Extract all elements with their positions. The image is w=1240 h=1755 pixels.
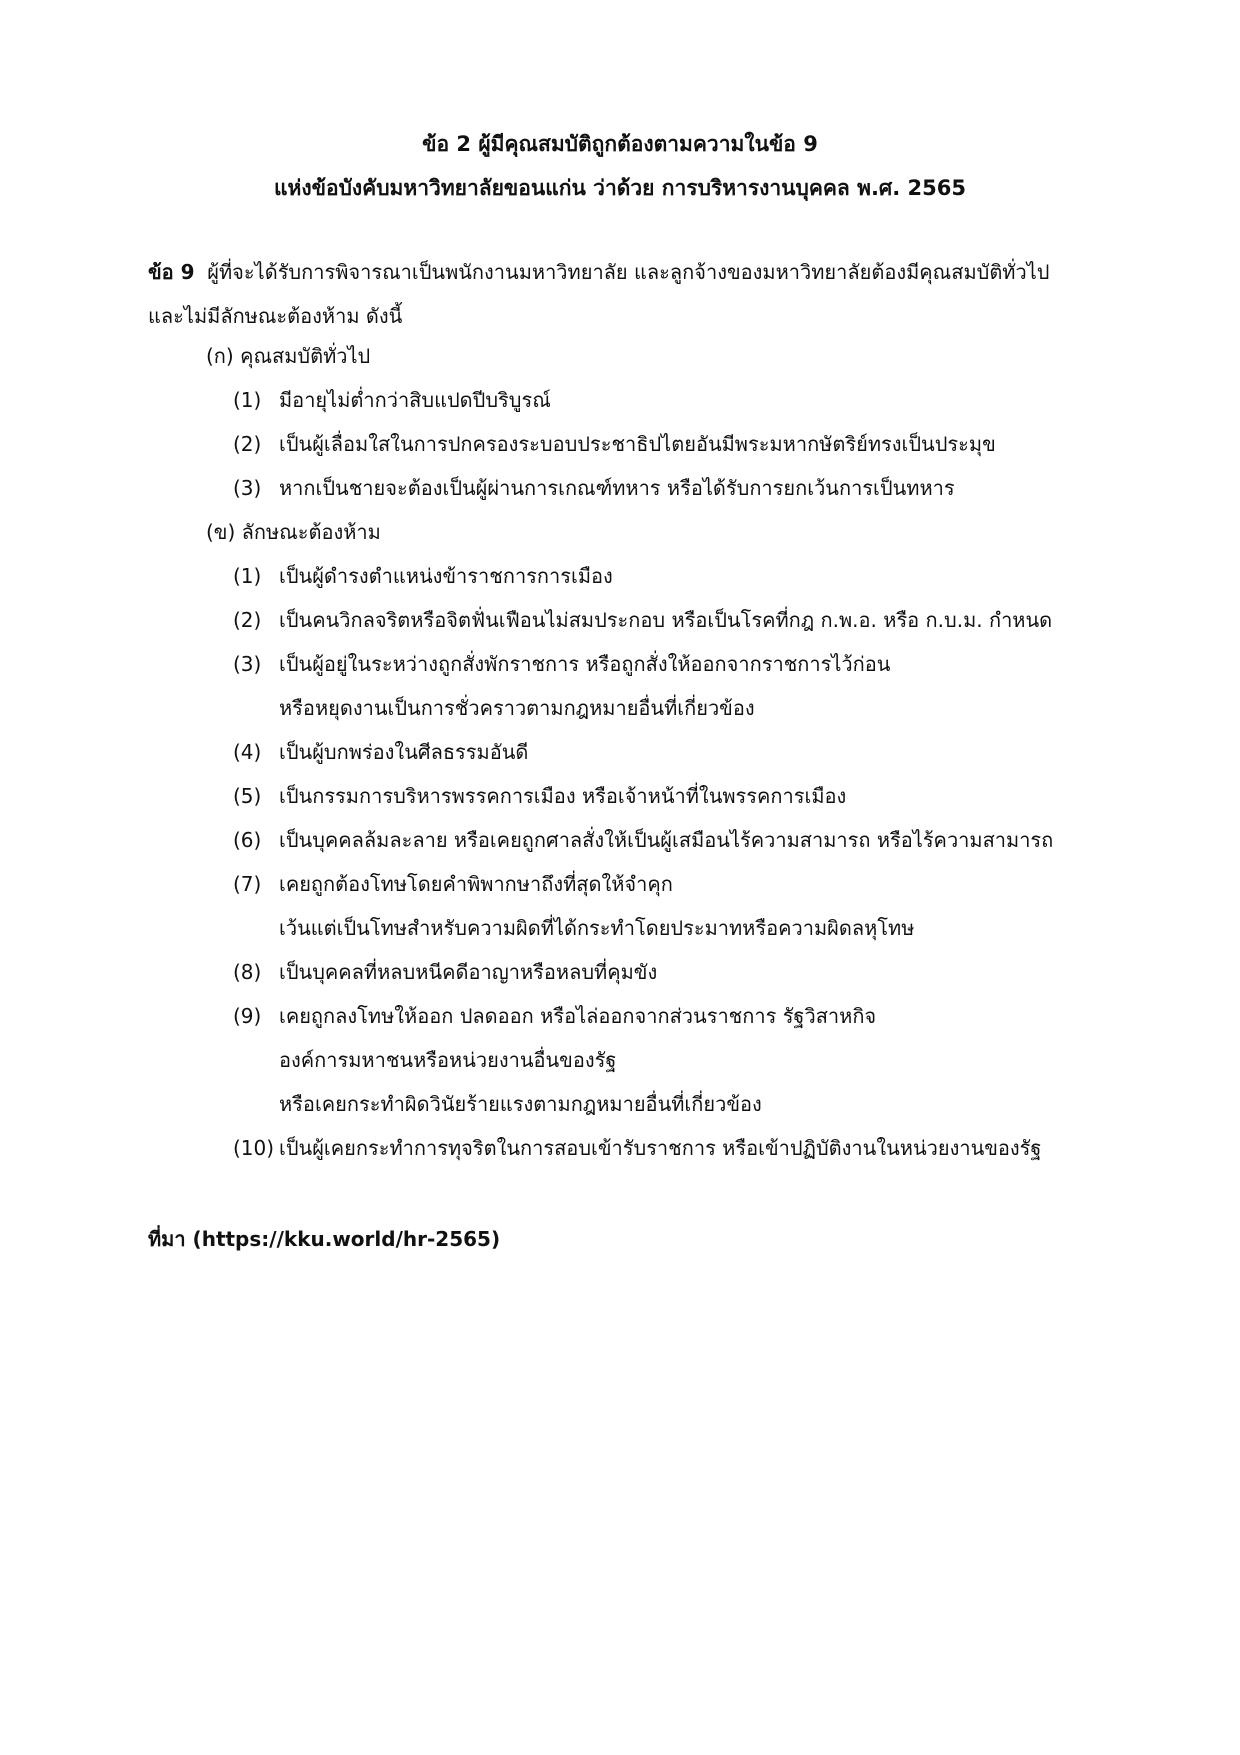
item-text: เป็นคนวิกลจริตหรือจิตฟั่นเฟือนไม่สมประกอบ หรือเป็นโรคที่กฎ ก.พ.อ. หรือ ก.บ.ม. กำหนด — [279, 608, 1053, 632]
item-text: เคยถูกลงโทษให้ออก ปลดออก หรือไล่ออกจากส่วนราชการ รัฐวิสาหกิจ — [279, 1004, 877, 1028]
item-text: เป็นผู้บกพร่องในศีลธรรมอันดี — [279, 740, 529, 764]
item-continuation: เว้นแต่เป็นโทษสำหรับความผิดที่ได้กระทำโดยประมาทหรือความผิดลหุโทษ — [279, 916, 915, 940]
list-item — [233, 562, 613, 590]
intro-text-line-2: และไม่มีลักษณะต้องห้าม ดังนี้ — [148, 304, 403, 328]
item-number: (2) — [233, 432, 262, 456]
item-number: (1) — [233, 388, 262, 412]
source-reference: ที่มา (https://kku.world/hr-2565) — [148, 1227, 501, 1251]
item-text: หากเป็นชายจะต้องเป็นผู้ผ่านการเกณฑ์ทหาร หรือได้รับการยกเว้นการเป็นทหาร — [279, 476, 955, 500]
intro-text-line-1: ผู้ที่จะได้รับการพิจารณาเป็นพนักงานมหาวิทยาลัย และลูกจ้างของมหาวิทยาลัยต้องมีคุณสมบัติทั่วไป — [207, 260, 1050, 284]
list-item — [233, 474, 955, 502]
item-number: (1) — [233, 564, 262, 588]
item-continuation: องค์การมหาชนหรือหน่วยงานอื่นของรัฐ — [279, 1048, 617, 1072]
item-text: เป็นผู้เลื่อมใสในการปกครองระบอบประชาธิปไตยอันมีพระมหากษัตริย์ทรงเป็นประมุข — [279, 432, 996, 456]
list-item — [233, 826, 1053, 854]
list-item — [233, 386, 551, 414]
list-item — [233, 1134, 1041, 1162]
section-a-heading: (ก) คุณสมบัติทั่วไป — [206, 344, 371, 368]
item-continuation: หรือหยุดงานเป็นการชั่วคราวตามกฎหมายอื่นที่เกี่ยวข้อง — [279, 696, 755, 720]
section-b-heading: (ข) ลักษณะต้องห้าม — [206, 520, 381, 544]
item-number: (10) — [233, 1136, 275, 1160]
item-continuation: หรือเคยกระทำผิดวินัยร้ายแรงตามกฎหมายอื่นที่เกี่ยวข้อง — [279, 1092, 762, 1116]
item-text: เป็นบุคคลที่หลบหนีคดีอาญาหรือหลบที่คุมขัง — [279, 960, 658, 984]
item-text: เป็นผู้อยู่ในระหว่างถูกสั่งพักราชการ หรือถูกสั่งให้ออกจากราชการไว้ก่อน — [279, 652, 891, 676]
item-number: (7) — [233, 872, 262, 896]
list-item — [233, 958, 657, 986]
item-text: เป็นผู้เคยกระทำการทุจริตในการสอบเข้ารับราชการ หรือเข้าปฏิบัติงานในหน่วยงานของรัฐ — [279, 1136, 1042, 1160]
item-text: เป็นกรรมการบริหารพรรคการเมือง หรือเจ้าหน้าที่ในพรรคการเมือง — [279, 784, 847, 808]
list-item — [233, 782, 846, 810]
item-text: เป็นบุคคลล้มละลาย หรือเคยถูกศาลสั่งให้เป็นผู้เสมือนไร้ความสามารถ หรือไร้ความสามารถ — [279, 828, 1054, 852]
item-number: (3) — [233, 652, 262, 676]
intro-paragraph — [148, 250, 1088, 338]
list-item — [233, 1002, 876, 1030]
item-text: มีอายุไม่ต่ำกว่าสิบแปดปีบริบูรณ์ — [279, 388, 551, 412]
title-line-1: ข้อ 2 ผู้มีคุณสมบัติถูกต้องตามความในข้อ 9 — [422, 132, 818, 156]
item-number: (5) — [233, 784, 262, 808]
item-number: (9) — [233, 1004, 262, 1028]
list-item — [233, 606, 1052, 634]
item-text: เป็นผู้ดำรงตำแหน่งข้าราชการการเมือง — [279, 564, 613, 588]
item-number: (4) — [233, 740, 262, 764]
item-number: (2) — [233, 608, 262, 632]
clause-label: ข้อ 9 — [148, 260, 195, 284]
list-item — [233, 738, 528, 766]
list-item — [233, 650, 890, 678]
title-line-2: แห่งข้อบังคับมหาวิทยาลัยขอนแก่น ว่าด้วย การบริหารงานบุคคล พ.ศ. 2565 — [273, 176, 966, 200]
document-title — [0, 130, 1240, 218]
list-item — [233, 870, 673, 898]
item-number: (6) — [233, 828, 262, 852]
list-item — [233, 430, 996, 458]
item-text: เคยถูกต้องโทษโดยคำพิพากษาถึงที่สุดให้จำคุก — [279, 872, 673, 896]
item-number: (8) — [233, 960, 262, 984]
item-number: (3) — [233, 476, 262, 500]
